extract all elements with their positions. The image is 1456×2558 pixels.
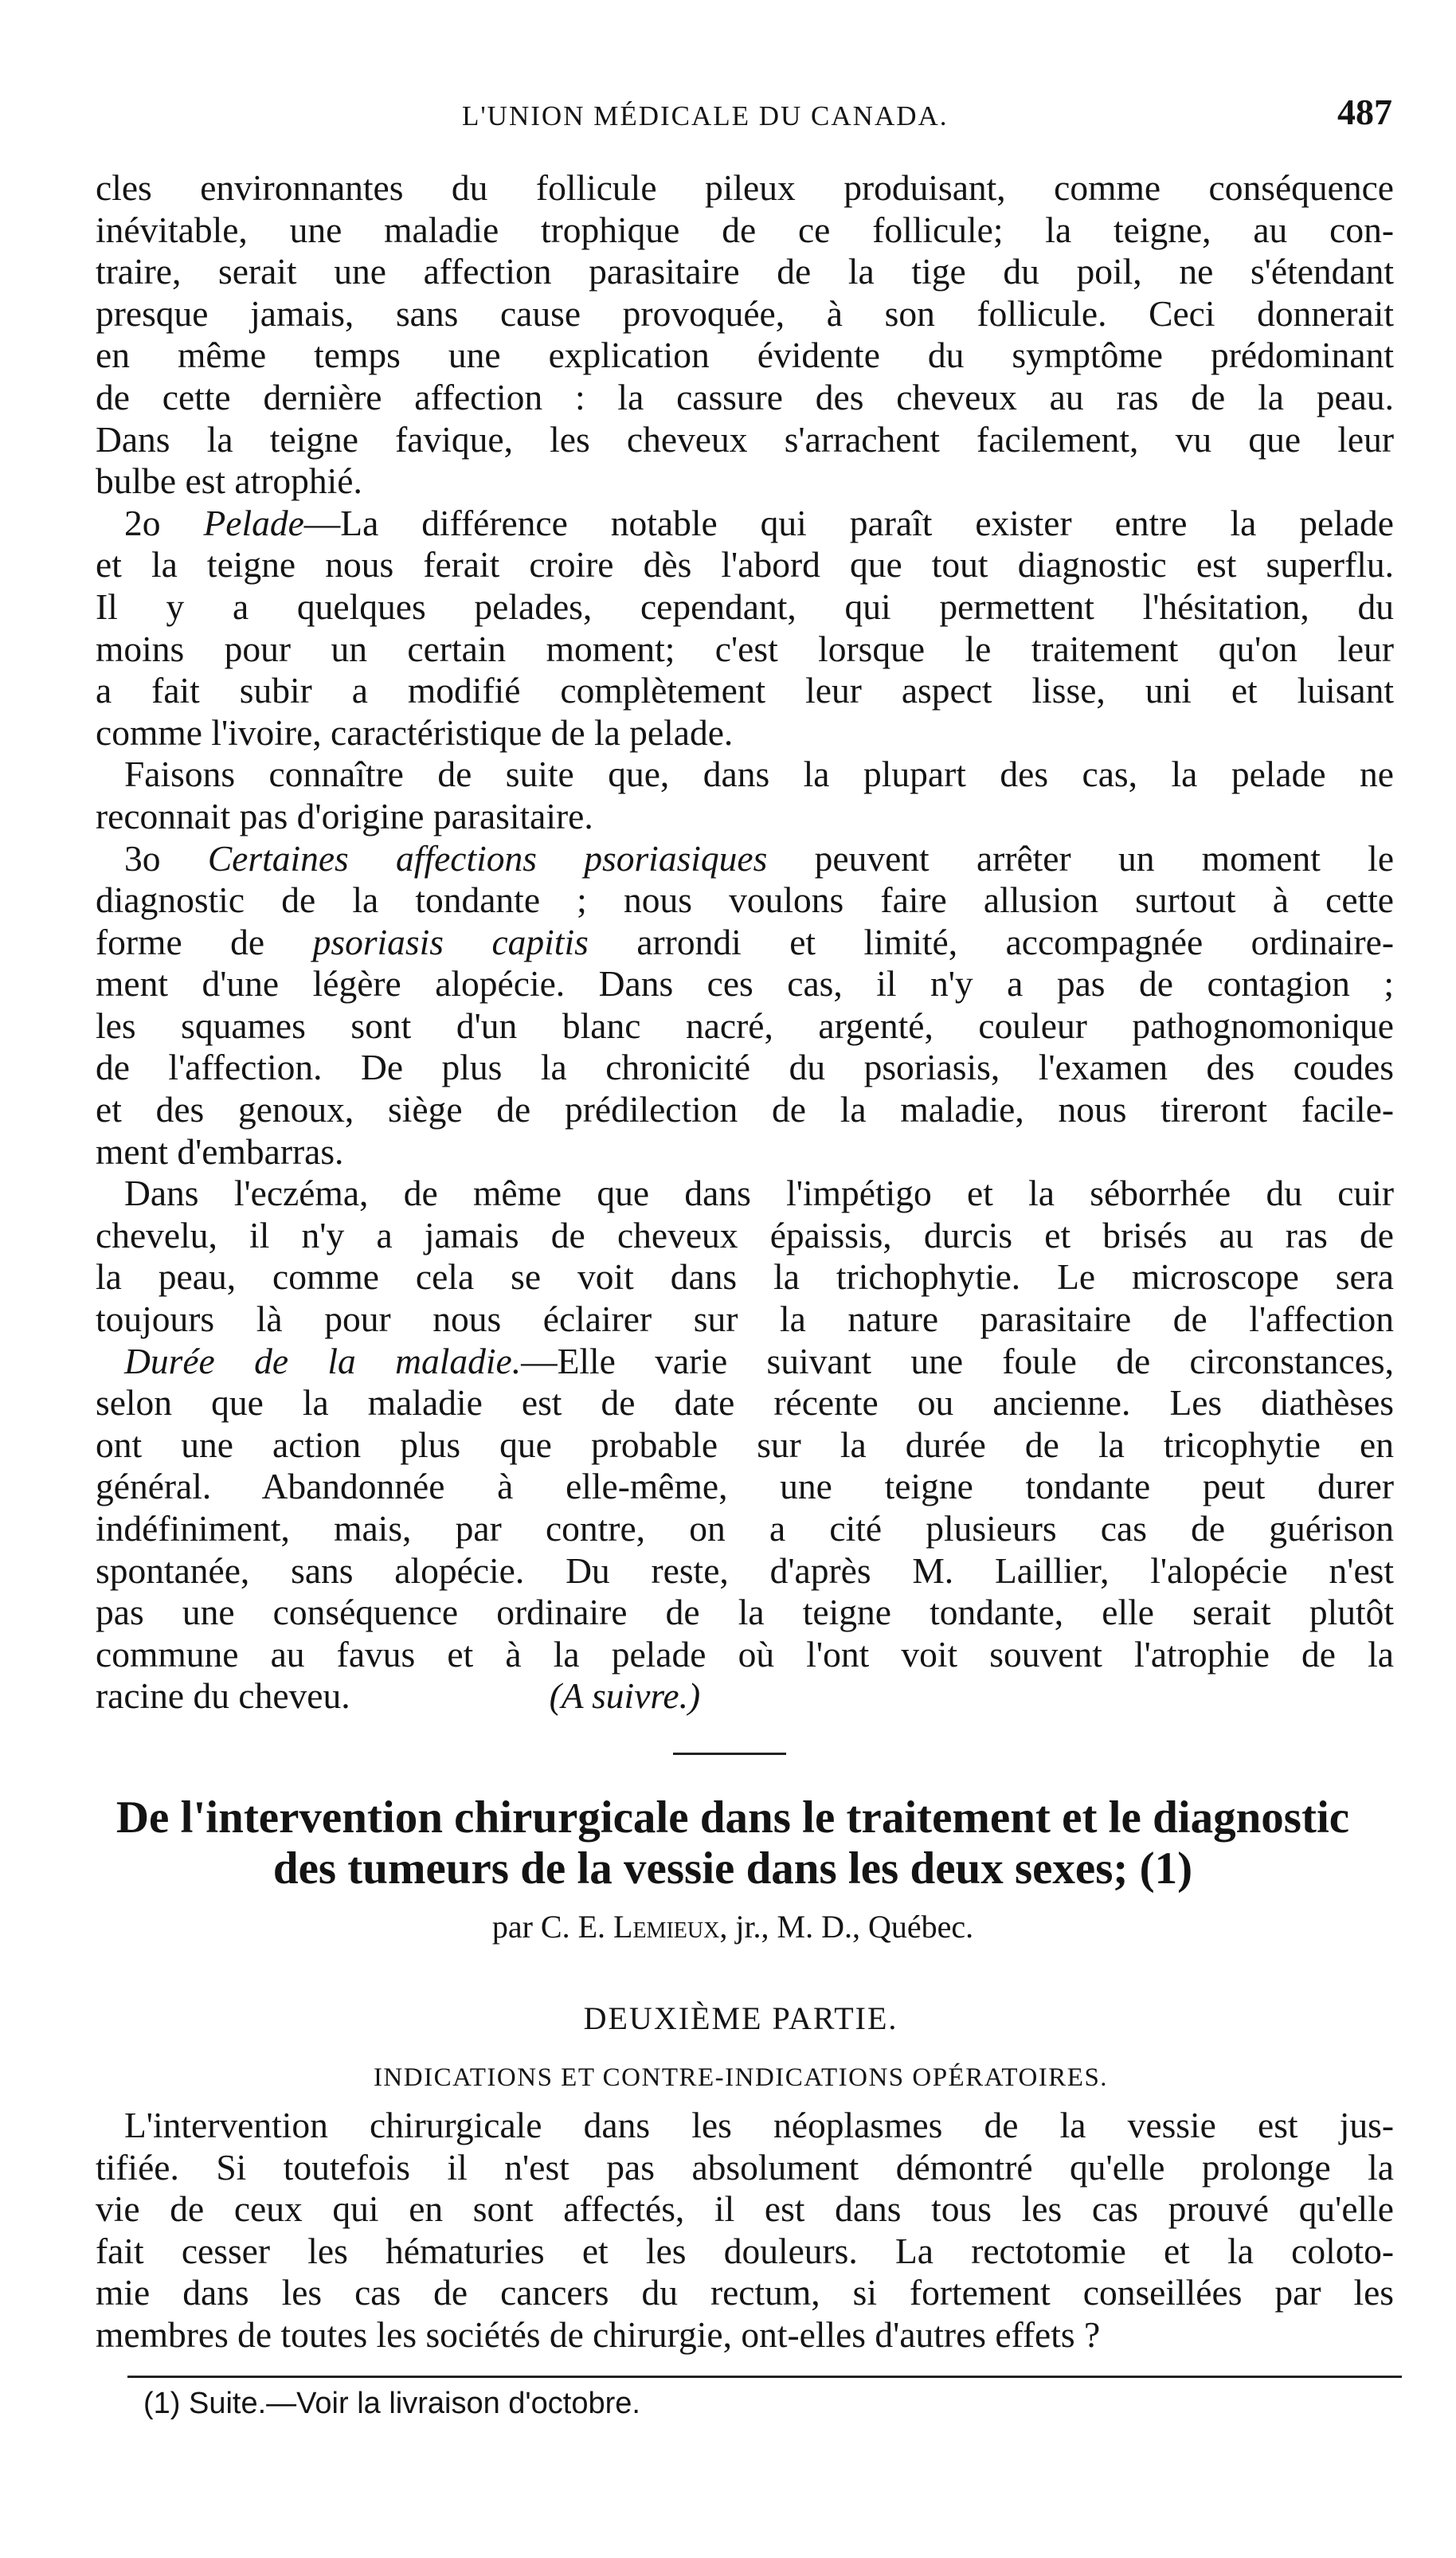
text-line: toujours là pour nous éclairer sur la nature parasitaire de l'affection <box>96 1299 1394 1340</box>
running-header <box>446 86 1402 142</box>
page-number: 487 <box>1337 92 1392 132</box>
text-line: bulbe est atrophié. <box>96 460 362 502</box>
paragraph-pelade-first-line <box>96 503 1394 545</box>
item-number: 2o <box>124 502 161 543</box>
footnote-rule <box>127 2376 1402 2378</box>
paragraph-duree-first-line <box>96 1341 1394 1383</box>
byline-prefix: par C. E. <box>491 1909 606 1945</box>
text-line: moins pour un certain moment; c'est lorsque le traitement qu'on leur <box>96 628 1394 669</box>
paragraph-psoriasis-first-line <box>96 838 1394 880</box>
text-line: pas une conséquence ordinaire de la teigne tondante, elle serait plutôt <box>96 1592 1394 1633</box>
running-title: L'UNION MÉDICALE DU CANADA. <box>462 100 949 131</box>
text-line: Dans l'eczéma, de même que dans l'impétigo et la séborrhée du cuir <box>124 1173 1394 1214</box>
section-divider <box>673 1753 786 1755</box>
title-line: des tumeurs de la vessie dans les deux sexes; (1) <box>272 1843 1193 1894</box>
item-number: 3o <box>124 837 161 879</box>
text-line: général. Abandonnée à elle-même, une teigne tondante peut durer <box>96 1466 1394 1507</box>
text-run: —Elle varie suivant une foule de circonstances, <box>521 1340 1394 1381</box>
italic-term: psoriasis capitis <box>312 921 589 962</box>
text-line: Il y a quelques pelades, cependant, qui permettent l'hésitation, du <box>96 586 1394 627</box>
text-line: les squames sont d'un blanc nacré, argenté, couleur pathognomonique <box>96 1005 1394 1046</box>
text-line: et la teigne nous ferait croire dès l'abord que tout diagnostic est superflu. <box>96 544 1394 586</box>
text-line: de cette dernière affection : la cassure des cheveux au ras de la peau. <box>96 376 1394 417</box>
text-run: arrondi et limité, accompagnée ordinaire- <box>636 921 1395 962</box>
text-line: membres de toutes les sociétés de chirurgie, ont-elles d'autres effets ? <box>96 2313 1101 2355</box>
text-line: presque jamais, sans cause provoquée, à son follicule. Ceci donnerait <box>96 292 1394 334</box>
text-line: spontanée, sans alopécie. Du reste, d'après M. Laillier, l'alopécie n'est <box>96 1549 1394 1591</box>
a-suivre: (A suivre.) <box>549 1675 701 1717</box>
text-line: traire, serait une affection parasitaire de la tige du poil, ne s'étendant <box>96 251 1394 292</box>
author-name: Lemieux <box>613 1909 720 1945</box>
text-line: Faisons connaître de suite que, dans la plupart des cas, la pelade ne <box>124 754 1394 795</box>
text-line: fait cesser les hématuries et les douleurs. La rectotomie et la coloto- <box>96 2230 1394 2271</box>
text-line: selon que la maladie est de date récente ou ancienne. Les diathèses <box>96 1382 1394 1424</box>
text-line: ont une action plus que probable sur la durée de la tricophytie en <box>96 1424 1394 1465</box>
article-title <box>64 1792 1402 1894</box>
text-run: peuvent arrêter un moment le <box>814 837 1395 879</box>
byline-suffix: , jr., M. D., Québec. <box>719 1909 974 1945</box>
text-line: comme l'ivoire, caractéristique de la pelade. <box>96 711 734 753</box>
text-line: en même temps une explication évidente du symptôme prédominant <box>96 335 1394 376</box>
text-line: ment d'une légère alopécie. Dans ces cas, il n'y a pas de contagion ; <box>96 963 1394 1005</box>
text-run: forme de <box>96 921 265 962</box>
part-heading: DEUXIÈME PARTIE. <box>583 2000 898 2036</box>
text-run: —La différence notable qui paraît exister entre la pelade <box>303 502 1394 543</box>
item-title: Pelade <box>203 502 304 543</box>
text-line: reconnait pas d'origine parasitaire. <box>96 795 593 836</box>
text-line: Dans la teigne favique, les cheveux s'arrachent facilement, vu que leur <box>96 418 1394 460</box>
text-line <box>96 922 1394 964</box>
text-line: chevelu, il n'y a jamais de cheveux épaissis, durcis et brisés au ras de <box>96 1214 1394 1255</box>
text-line: cles environnantes du follicule pileux produisant, comme conséquence <box>96 167 1394 208</box>
title-line: De l'intervention chirurgicale dans le traitement et le diagnostic <box>115 1792 1350 1843</box>
item-title: Durée de la maladie. <box>124 1340 522 1381</box>
text-line: de l'affection. De plus la chronicité du psoriasis, l'examen des coudes <box>96 1047 1394 1088</box>
text-line: tifiée. Si toutefois il n'est pas absolument démontré qu'elle prolonge la <box>96 2146 1394 2188</box>
text-line: et des genoux, siège de prédilection de la maladie, nous tireront facile- <box>96 1089 1394 1130</box>
item-title: Certaines affections psoriasiques <box>207 837 768 879</box>
text-line: la peau, comme cela se voit dans la trichophytie. Le microscope sera <box>96 1256 1394 1298</box>
text-line: a fait subir a modifié complètement leur aspect lisse, uni et luisant <box>96 670 1394 711</box>
text-line <box>96 1675 1394 1718</box>
text-line: inévitable, une maladie trophique de ce follicule; la teigne, au con- <box>96 209 1394 250</box>
text-line: mie dans les cas de cancers du rectum, si fortement conseillées par les <box>96 2272 1394 2313</box>
text-line: indéfiniment, mais, par contre, on a cité plusieurs cas de guérison <box>96 1508 1394 1549</box>
text-line: commune au favus et à la pelade où l'ont voit souvent l'atrophie de la <box>96 1633 1394 1675</box>
text-run: racine du cheveu. <box>96 1675 350 1717</box>
section-heading: INDICATIONS ET CONTRE-INDICATIONS OPÉRATOIRES. <box>373 2063 1109 2092</box>
article-continued-body <box>96 167 1394 1718</box>
text-line: vie de ceux qui en sont affectés, il est dans tous les cas prouvé qu'elle <box>96 2188 1394 2230</box>
text-line: diagnostic de la tondante ; nous voulons faire allusion surtout à cette <box>96 879 1394 921</box>
text-line: ment d'embarras. <box>96 1130 344 1172</box>
article-body <box>96 2105 1394 2356</box>
footnote: (1) Suite.—Voir la livraison d'octobre. <box>143 2387 640 2420</box>
text-line: L'intervention chirurgicale dans les néoplasmes de la vessie est jus- <box>124 2105 1394 2145</box>
byline <box>239 1908 1227 1945</box>
